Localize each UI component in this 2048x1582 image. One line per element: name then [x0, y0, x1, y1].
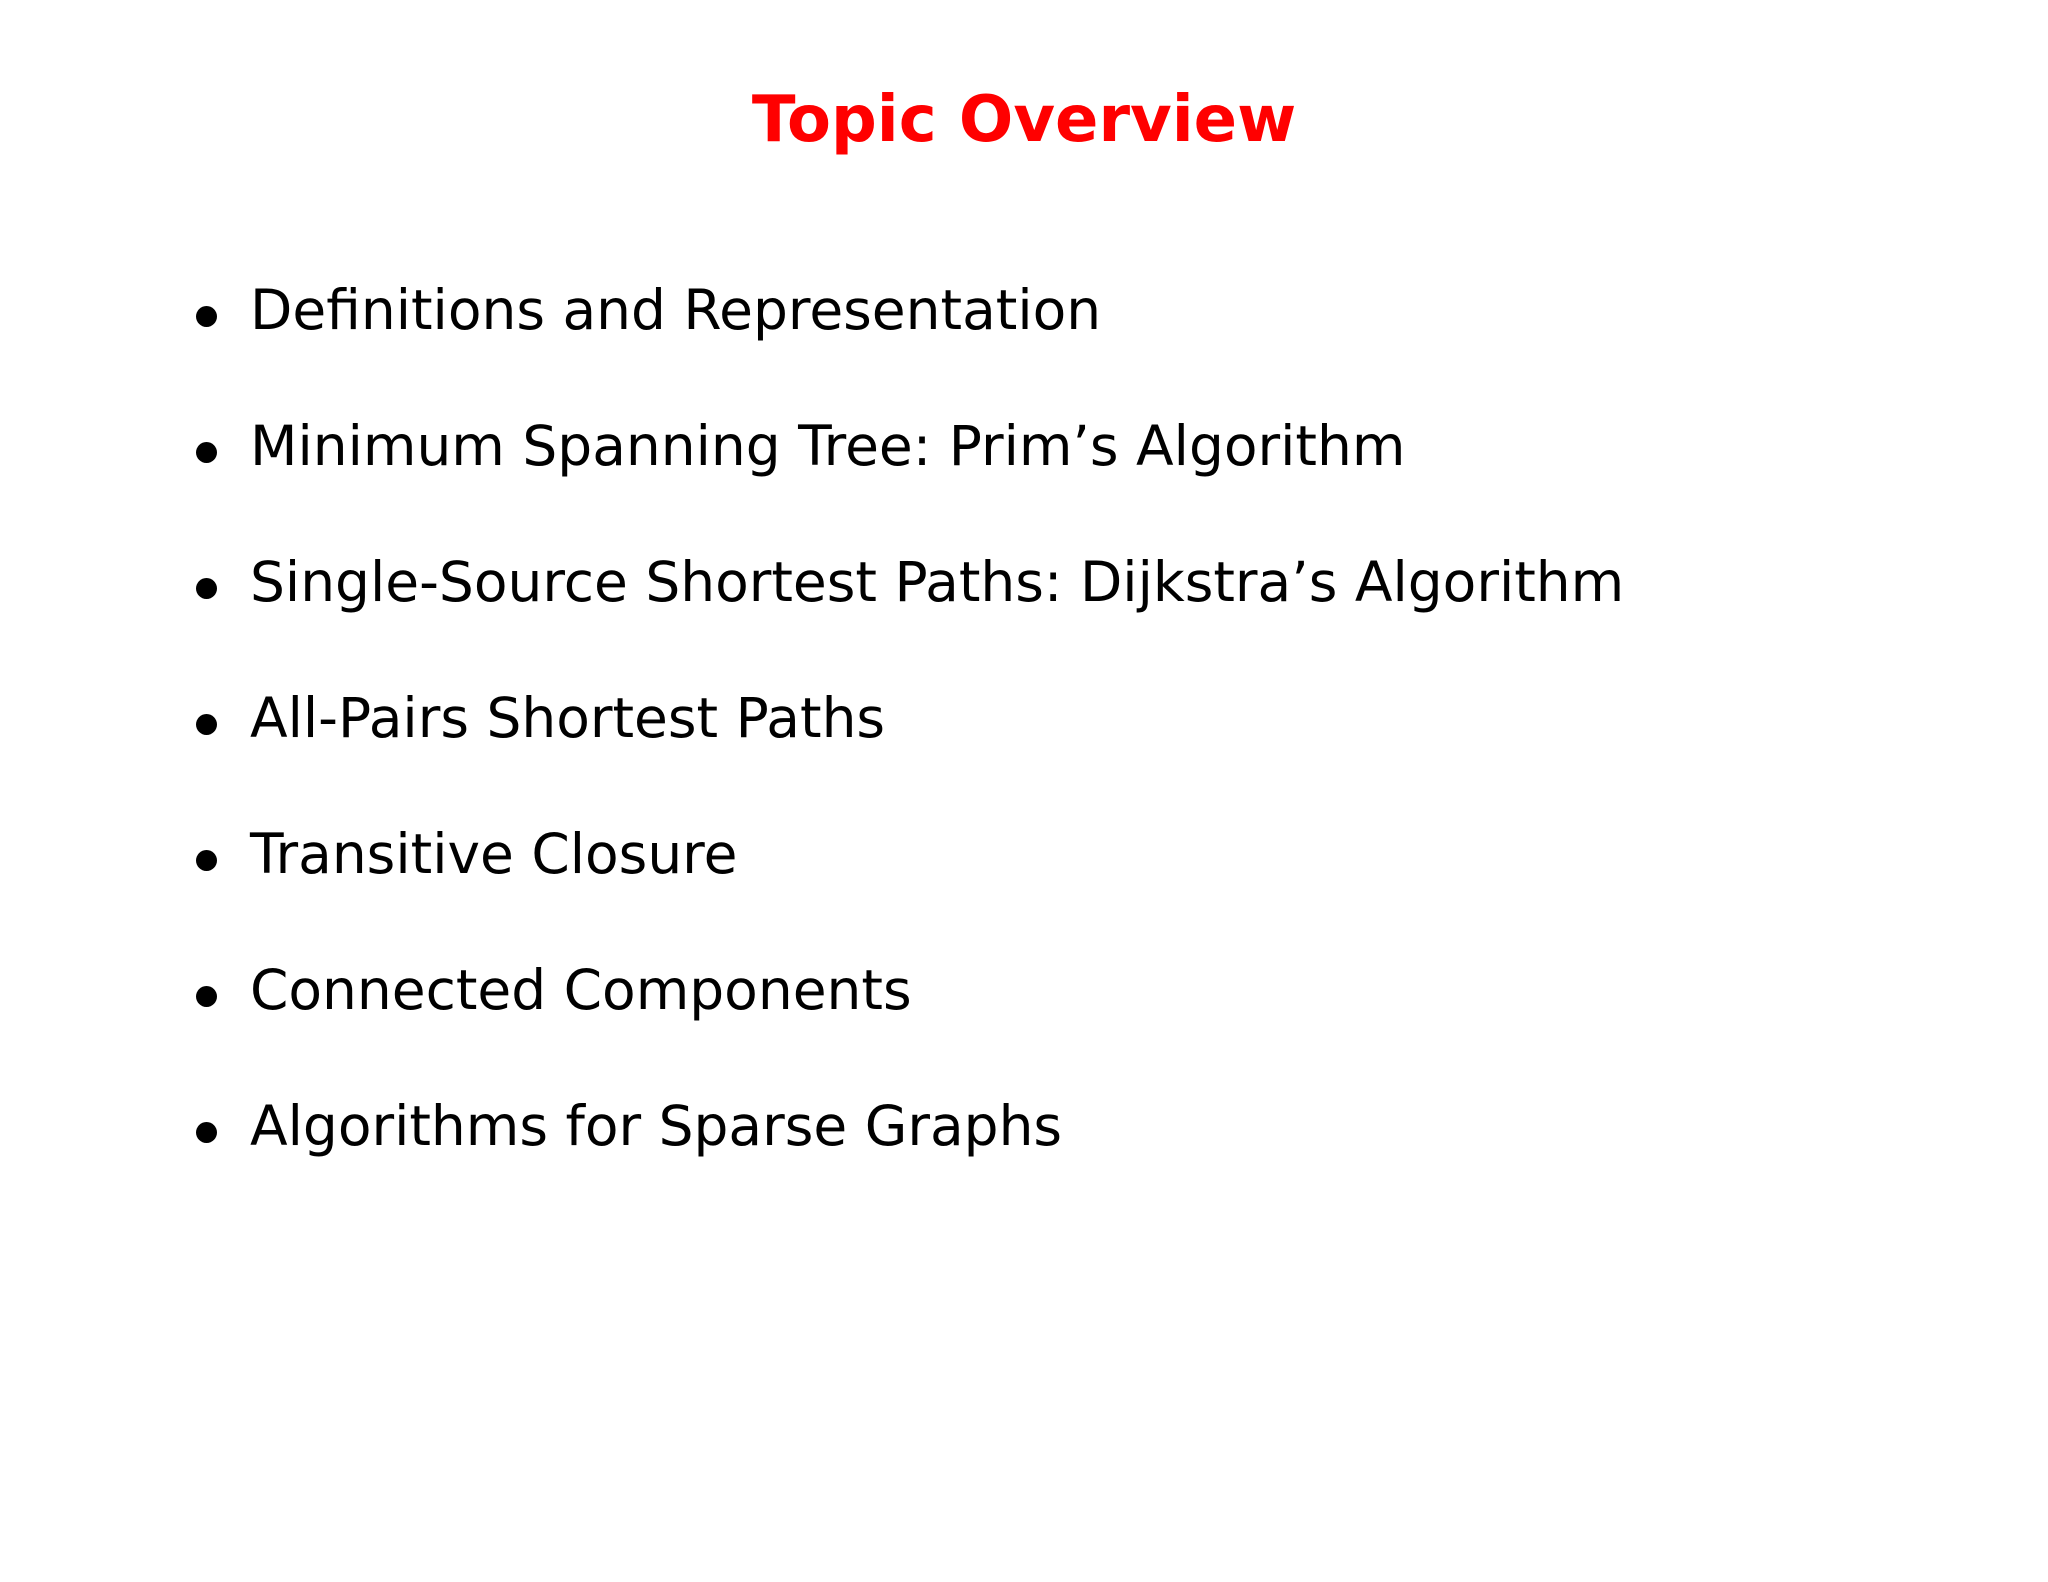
slide-title: Topic Overview	[751, 83, 1297, 157]
list-item	[196, 542, 1624, 678]
list-item-label: Algorithms for Sparse Graphs	[250, 1094, 1063, 1158]
list-item	[196, 678, 1624, 814]
list-item	[196, 814, 1624, 950]
bullet-icon	[196, 986, 217, 1007]
bullet-icon	[196, 306, 217, 327]
list-item-label: All-Pairs Shortest Paths	[250, 686, 886, 750]
bullet-icon	[196, 442, 217, 463]
bullet-icon	[196, 714, 217, 735]
bullet-icon	[196, 1122, 217, 1143]
list-item	[196, 950, 1624, 1086]
bullet-icon	[196, 578, 217, 599]
bullet-icon	[196, 850, 217, 871]
list-item-label: Single-Source Shortest Paths: Dijkstra’s Algorithm	[250, 550, 1625, 614]
list-item-label: Definitions and Representation	[250, 278, 1102, 342]
list-item-label: Minimum Spanning Tree: Prim’s Algorithm	[250, 414, 1406, 478]
topic-list	[196, 270, 1624, 1222]
list-item	[196, 406, 1624, 542]
list-item	[196, 270, 1624, 406]
list-item-label: Transitive Closure	[250, 822, 738, 886]
list-item	[196, 1086, 1624, 1222]
list-item-label: Connected Components	[250, 958, 912, 1022]
